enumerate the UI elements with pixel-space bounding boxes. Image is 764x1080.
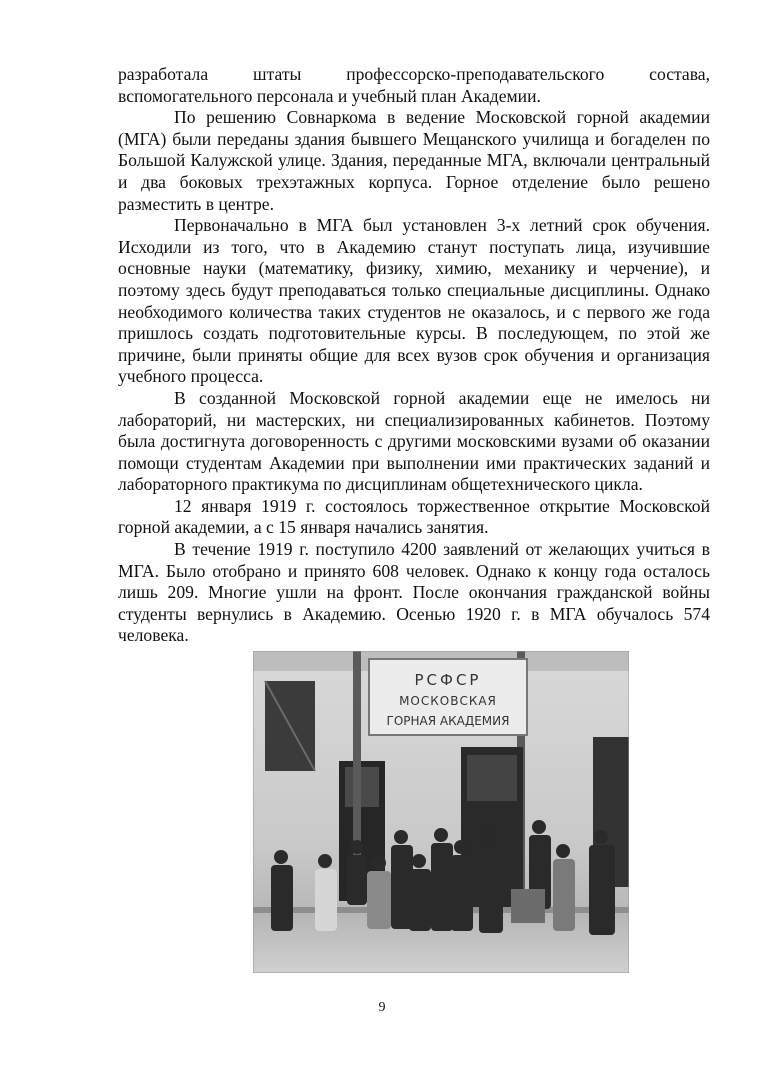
- sign-line-2: МОСКОВСКАЯ: [399, 694, 497, 708]
- sign-line-1: РСФСР: [414, 671, 482, 689]
- historical-photo: [253, 651, 629, 973]
- body-text: [118, 64, 710, 647]
- paragraph-2: По решению Совнаркома в ведение Московской горной академии (МГА) были переданы здания бывшего Мещанского училища и богаделен по Большой Калужской улице. Здания, переданные МГА, включали центральный и два боковых трехэтажных корпуса. Горное отделение было решено разместить в центре.: [118, 107, 710, 214]
- paragraph-3: Первоначально в МГА был установлен 3-х летний срок обучения. Исходили из того, что в Академию станут поступать лица, изучившие основные науки (математику, физику, химию, механику и черчение), и поэтому здесь будут преподаваться только специальные дисциплины. Однако необходимого количества таких студентов не оказалось, и с первого же года пришлось создать подготовительные курсы. В последующем, по этой же причине, были приняты общие для всех вузов срок обучения и организация учебного процесса.: [118, 215, 710, 387]
- paragraph-5: 12 января 1919 г. состоялось торжественное открытие Московской горной академии, а с 15 января начались занятия.: [118, 495, 710, 538]
- sign-line-3: ГОРНАЯ АКАДЕМИЯ: [386, 714, 510, 728]
- paragraph-4: В созданной Московской горной академии еще не имелось ни лабораторий, ни мастерских, ни специализированных кабинетов. Поэтому была достигнута договоренность с другими московскими вузами об оказании помощи студентам Академии при выполнении ими практических заданий и лабораторного практикума по дисциплинам общетехнического цикла.: [118, 387, 710, 495]
- page-number: 9: [378, 1000, 386, 1015]
- paragraph-6: В течение 1919 г. поступило 4200 заявлений от желающих учиться в МГА. Было отобрано и принято 608 человек. Однако к концу года осталось лишь 209. Многие ушли на фронт. После окончания гражданской войны студенты вернулись в Академию. Осенью 1920 г. в МГА обучалось 574 человека.: [118, 539, 710, 646]
- paragraph-1: разработала штаты профессорско-преподавательского состава, вспомогательного персонала и учебный план Академии.: [118, 64, 710, 106]
